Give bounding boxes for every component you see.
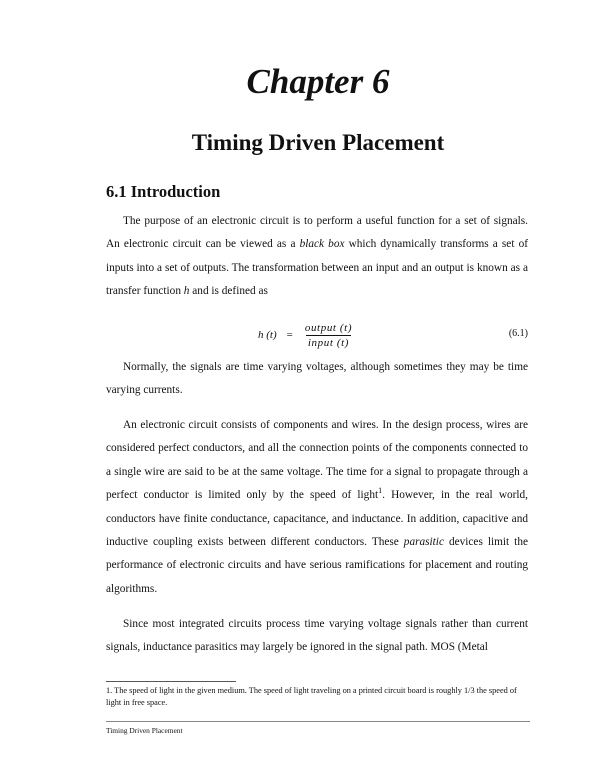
equation-expression [258, 318, 354, 352]
equation-numerator: output (t) [304, 321, 353, 334]
paragraph-mos [106, 613, 528, 660]
paragraph-circuit [106, 414, 528, 601]
emphasis-black-box: black box [299, 238, 345, 251]
equation-denominator: input (t) [307, 336, 350, 349]
footnote: 1. The speed of light in the given medium. The speed of light traveling on a printed circuit board is roughly 1/3 the speed of light in free space. [106, 686, 517, 707]
emphasis-parasitic: parasitic [403, 536, 444, 549]
paragraph-intro-text-3: and is defined as [189, 285, 268, 298]
footnote-marker: 1 [378, 486, 383, 496]
footer-divider [106, 721, 530, 722]
equation-lhs: h (t) [258, 329, 277, 341]
equation-number: (6.1) [508, 328, 528, 339]
equation-equals: = [286, 329, 293, 341]
paragraph-signals [106, 356, 528, 403]
paragraph-signals-text: Normally, the signals are time varying voltages, although sometimes they may be time varying currents. [106, 361, 528, 397]
paragraph-circuit-text-2: . However, in the real world, conductors have finite conductance, capacitance, and inductance. In addition, capacitive and inductive coupling exists between different conductors. These [106, 489, 528, 549]
equation-6-1 [106, 318, 528, 352]
paragraph-intro-text-2: which dynamically transforms a set of inputs into a set of outputs. The transformation between an input and an output is known as a transfer function [106, 238, 528, 298]
paragraph-intro-text-1: The purpose of an electronic circuit is to perform a useful function for a set of signals. An electronic circuit can be viewed as a [106, 215, 528, 251]
chapter-title: Timing Driven Placement [191, 130, 445, 155]
paragraph-circuit-text-3: devices limit the performance of electronic circuits and have serious ramifications for placement and routing algorithms. [106, 536, 528, 595]
running-footer: Timing Driven Placement [106, 726, 183, 735]
paragraph-circuit-text-1: An electronic circuit consists of components and wires. In the design process, wires are considered perfect conductors, and all the connection points of the components connected to a single wire are said to be at the same voltage. The time for a signal to propagate through a perfect conductor is limited only by the speed of light [106, 419, 528, 502]
equation-fraction [303, 321, 354, 350]
chapter-label: Chapter 6 [246, 62, 390, 101]
paragraph-mos-text: Since most integrated circuits process time varying voltage signals rather than current signals, inductance parasitics may largely be ignored in the signal path. MOS (Metal [106, 618, 528, 654]
paragraph-intro [106, 210, 528, 304]
emphasis-h: h [183, 285, 190, 298]
footnote-divider [106, 681, 236, 682]
section-heading: 6.1 Introduction [106, 182, 221, 201]
